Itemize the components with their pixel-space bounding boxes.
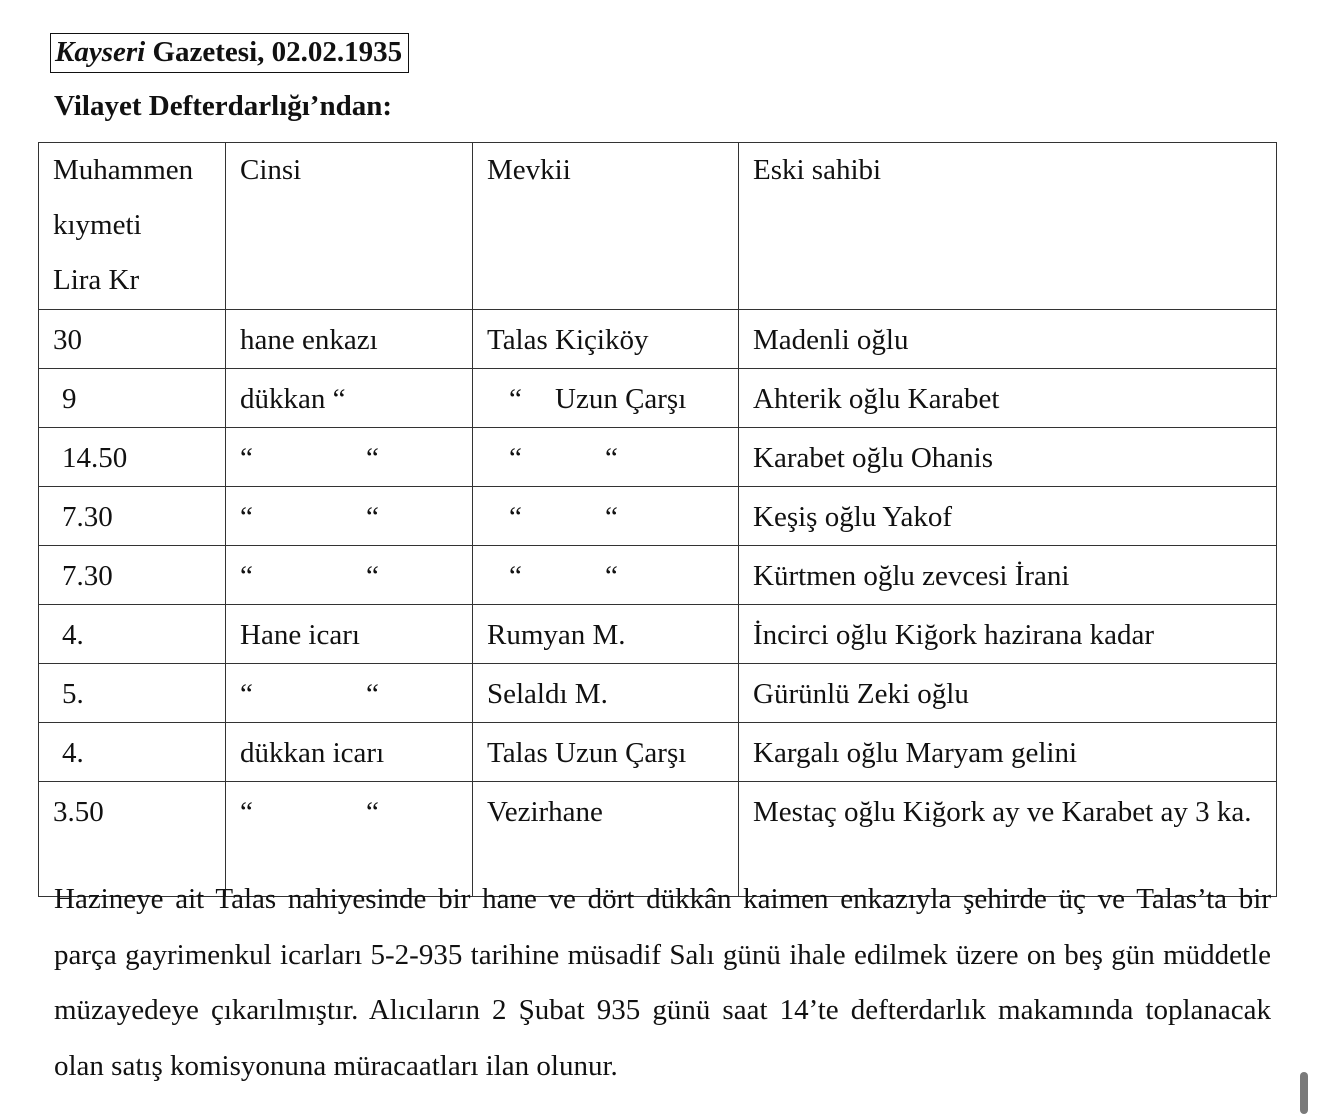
ditto-mark: “	[240, 560, 253, 592]
publication-date: Gazetesi, 02.02.1935	[145, 36, 403, 68]
cell-type	[226, 428, 473, 487]
cell-type	[226, 546, 473, 605]
cell-owner: İncirci oğlu Kiğork hazirana kadar	[739, 605, 1277, 664]
ditto-mark: “	[509, 442, 522, 474]
cell-owner: Kürtmen oğlu zevcesi İrani	[739, 546, 1277, 605]
publication-name: Kayseri	[55, 36, 146, 68]
table-row	[39, 605, 1277, 664]
cell-location: Rumyan M.	[473, 605, 739, 664]
announcement-source: Vilayet Defterdarlığı’ndan:	[54, 90, 393, 122]
cell-location	[473, 428, 739, 487]
cell-value: 4.	[39, 723, 226, 782]
announcement-paragraph: Hazineye ait Talas nahiyesinde bir hane ve dört dükkân kaimen enkazıyla şehirde üç ve Talas’ta bir parça gayrimenkul icarları 5-2-935 tarihine müsadif Salı günü ihale edilmek üzere on beş gün müddetle müzayedeye çıkarılmıştır. Alıcıların 2 Şubat 935 günü saat 14’te defterdarlık makamında toplanacak olan satış komisyonuna müracaatları ilan olunur.	[54, 883, 1271, 1082]
ditto-mark: “	[240, 678, 253, 710]
cell-owner: Kargalı oğlu Maryam gelini	[739, 723, 1277, 782]
ditto-mark: “	[366, 560, 379, 592]
ditto-mark: “	[509, 383, 522, 415]
ditto-mark: “	[509, 501, 522, 533]
cell-type	[226, 664, 473, 723]
cell-location: Talas Kiçiköy	[473, 310, 739, 369]
ditto-mark: “	[605, 501, 618, 533]
cell-owner: Gürünlü Zeki oğlu	[739, 664, 1277, 723]
table-row	[39, 723, 1277, 782]
table-row	[39, 428, 1277, 487]
cell-type: hane enkazı	[226, 310, 473, 369]
ditto-mark: “	[605, 560, 618, 592]
cell-location: Talas Uzun Çarşı	[473, 723, 739, 782]
scrollbar-thumb[interactable]	[1300, 1072, 1308, 1114]
cell-value: 7.30	[39, 546, 226, 605]
ditto-mark: “	[366, 796, 379, 828]
cell-location: Vezirhane	[473, 782, 739, 897]
cell-type: dükkan “	[226, 369, 473, 428]
ditto-mark: “	[240, 796, 253, 828]
table-row	[39, 310, 1277, 369]
cell-value: 14.50	[39, 428, 226, 487]
cell-value: 5.	[39, 664, 226, 723]
table-row	[39, 487, 1277, 546]
cell-owner: Keşiş oğlu Yakof	[739, 487, 1277, 546]
cell-type: Hane icarı	[226, 605, 473, 664]
cell-owner: Karabet oğlu Ohanis	[739, 428, 1277, 487]
newspaper-citation	[50, 33, 409, 73]
ditto-mark: “	[240, 501, 253, 533]
ditto-mark: “	[509, 560, 522, 592]
header-location: Mevkii	[473, 143, 739, 310]
ditto-mark: “	[605, 442, 618, 474]
cell-value: 4.	[39, 605, 226, 664]
table-header-row	[39, 143, 1277, 310]
cell-value: 30	[39, 310, 226, 369]
ditto-mark: “	[366, 442, 379, 474]
table-row	[39, 664, 1277, 723]
cell-type: dükkan icarı	[226, 723, 473, 782]
cell-location	[473, 546, 739, 605]
header-former-owner: Eski sahibi	[739, 143, 1277, 310]
cell-owner: Mestaç oğlu Kiğork ay ve Karabet ay 3 ka.	[739, 782, 1277, 897]
cell-value: 9	[39, 369, 226, 428]
header-estimated-value: Muhammen kıymeti Lira Kr	[39, 143, 226, 310]
ditto-mark: “	[240, 442, 253, 474]
table-row	[39, 369, 1277, 428]
cell-location	[473, 487, 739, 546]
cell-owner: Madenli oğlu	[739, 310, 1277, 369]
table-row	[39, 546, 1277, 605]
property-table	[38, 142, 1277, 897]
cell-location: “ Uzun Çarşı	[473, 369, 739, 428]
cell-value: 3.50	[39, 782, 226, 897]
cell-location: Selaldı M.	[473, 664, 739, 723]
ditto-mark: “	[366, 501, 379, 533]
ditto-mark: “	[366, 678, 379, 710]
header-type: Cinsi	[226, 143, 473, 310]
cell-owner: Ahterik oğlu Karabet	[739, 369, 1277, 428]
cell-value: 7.30	[39, 487, 226, 546]
cell-type	[226, 487, 473, 546]
